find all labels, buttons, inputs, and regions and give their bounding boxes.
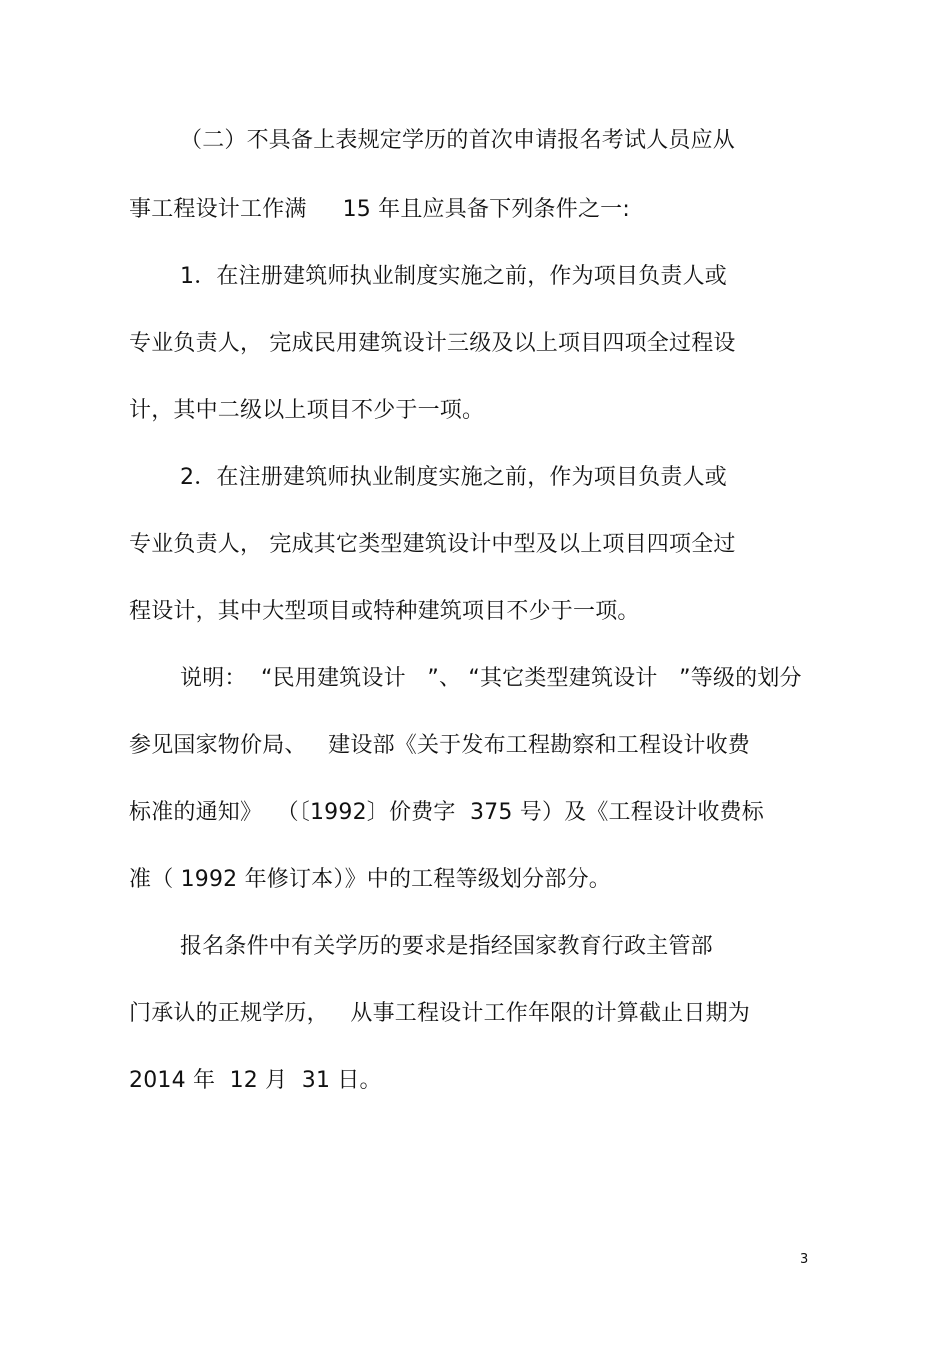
final-paragraph-line-3: 2014 年 12 月 31 日。 bbox=[129, 1068, 382, 1093]
page-number: 3 bbox=[800, 1252, 809, 1267]
paragraph-1-line-1: （二）不具备上表规定学历的首次申请报名考试人员应从 bbox=[180, 128, 736, 153]
note-line-1: 说明： “民用建筑设计 ”、 “其它类型建筑设计 ”等级的划分 bbox=[180, 666, 802, 691]
note-line-2: 参见国家物价局、 建设部《关于发布工程勘察和工程设计收费 bbox=[129, 733, 750, 758]
final-paragraph-line-2: 门承认的正规学历， 从事工程设计工作年限的计算截止日期为 bbox=[129, 1001, 750, 1026]
paragraph-3-line-3: 程设计，其中大型项目或特种建筑项目不少于一项。 bbox=[129, 599, 640, 624]
paragraph-1-line-2: 事工程设计工作满 15 年且应具备下列条件之一: bbox=[129, 197, 630, 222]
note-line-3: 标准的通知》 （〔1992〕价费字 375 号）及《工程设计收费标 bbox=[129, 800, 764, 825]
paragraph-3-line-2: 专业负责人， 完成其它类型建筑设计中型及以上项目四项全过 bbox=[129, 532, 736, 557]
paragraph-2-line-2: 专业负责人， 完成民用建筑设计三级及以上项目四项全过程设 bbox=[129, 331, 736, 356]
paragraph-2-line-1: 1．在注册建筑师执业制度实施之前，作为项目负责人或 bbox=[180, 264, 727, 289]
final-paragraph-line-1: 报名条件中有关学历的要求是指经国家教育行政主管部 bbox=[180, 934, 713, 959]
paragraph-2-line-3: 计，其中二级以上项目不少于一项。 bbox=[129, 398, 485, 423]
paragraph-3-line-1: 2．在注册建筑师执业制度实施之前，作为项目负责人或 bbox=[180, 465, 727, 490]
note-line-4: 准（ 1992 年修订本）》中的工程等级划分部分。 bbox=[129, 867, 611, 892]
